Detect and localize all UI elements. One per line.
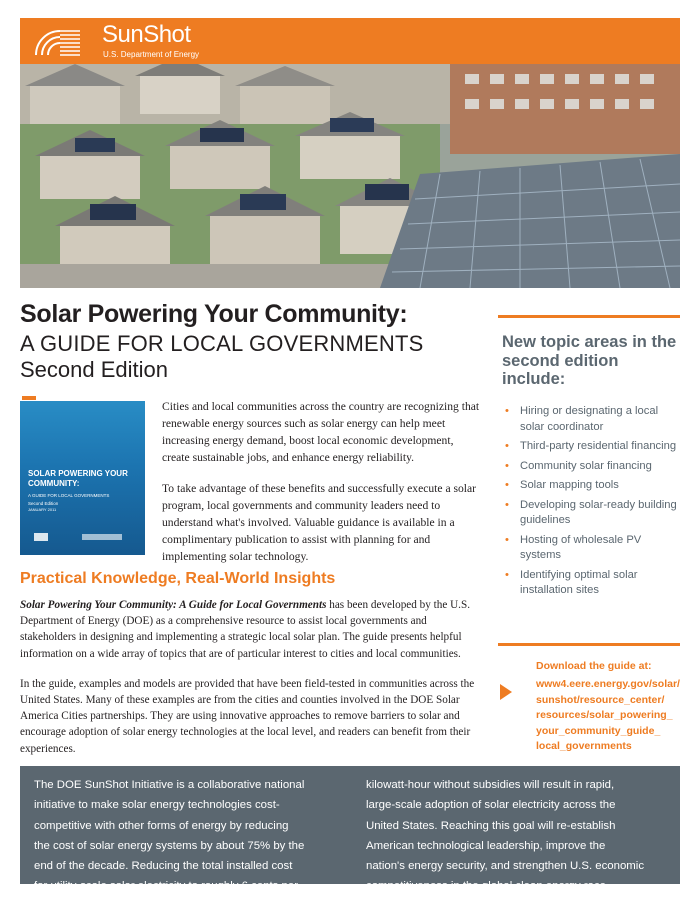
section-heading: Practical Knowledge, Real-World Insights	[20, 570, 336, 587]
cover-logo-icon	[22, 396, 36, 400]
download-label: Download the guide at:	[536, 660, 652, 672]
list-item	[502, 478, 680, 494]
intro-paragraph-2: To take advantage of these benefits and successfully execute a solar program, local governments and community leaders need to understand what's involved. Valuable guidance is available in a complimentary publication to assist with planning for and implementing solar technology.	[162, 482, 477, 563]
list-item-label: Hiring or designating a local solar coordinator	[520, 405, 659, 433]
footer-panel	[20, 766, 680, 893]
footer-line: large-scale adoption of solar electricity across the	[366, 799, 616, 812]
cover-date: JANUARY 2011	[28, 507, 57, 512]
footer-right-column	[366, 775, 666, 897]
footer-line: competitiveness in the global clean energy race.	[366, 880, 610, 893]
bullet-icon: •	[505, 533, 509, 546]
cover-edition: Second Edition	[28, 501, 59, 506]
brand-name: SunShot	[102, 21, 191, 48]
cover-subtitle: A GUIDE FOR LOCAL GOVERNMENTS	[28, 493, 110, 498]
cover-partner-logo-icon	[82, 534, 122, 540]
download-url-line: your_community_guide_	[536, 724, 661, 737]
download-url-line: sunshot/resource_center/	[536, 693, 665, 706]
footer-line: for utility-scale solar electricity to roughly 6 cents per	[34, 880, 298, 893]
sidebar-bottom-rule	[498, 643, 680, 646]
edition-label: Second Edition	[20, 357, 168, 382]
list-item-label: Hosting of wholesale PV systems	[520, 533, 642, 561]
arrow-right-icon	[500, 684, 512, 700]
header-banner	[20, 18, 680, 64]
hero-photo	[20, 64, 680, 288]
list-item	[502, 533, 680, 564]
footer-line: United States. Reaching this goal will re-establish	[366, 819, 616, 832]
page-title: Solar Powering Your Community:	[20, 300, 408, 328]
footer-line: competitive with other forms of energy by reducing	[34, 819, 289, 832]
footer-line: the cost of solar energy systems by about 75% by the	[34, 839, 305, 852]
list-item	[502, 568, 680, 599]
cover-title: SOLAR POWERING YOUR COMMUNITY:	[28, 469, 128, 488]
bullet-icon: •	[505, 440, 509, 452]
download-link[interactable]	[536, 677, 682, 755]
intro-text	[162, 398, 480, 579]
neighborhood-solar-image	[20, 64, 680, 288]
bullet-icon: •	[505, 405, 509, 417]
sidebar-top-rule	[498, 315, 680, 318]
bullet-icon: •	[505, 568, 509, 581]
section-paragraph-2: In the guide, examples and models are provided that have been field-tested in communities across the United States. Many of these examples are from the cities and counties involved in the DOE Solar America Cities partnerships. They are using innovative approaches to remove barriers to solar and encourage adoption of solar energy technologies at the local level, and readers can benefit from their experiences.	[20, 677, 475, 755]
list-item	[502, 459, 680, 475]
footer-line: end of the decade. Reducing the total installed cost	[34, 860, 293, 873]
download-url-line: www4.eere.energy.gov/solar/	[536, 678, 680, 690]
page-subtitle: A GUIDE FOR LOCAL GOVERNMENTS	[20, 331, 424, 356]
list-item-label: Developing solar-ready building guidelines	[520, 498, 677, 526]
cover-header-strip	[20, 395, 145, 401]
sidebar-title: New topic areas in the second edition include:	[502, 333, 677, 388]
section-body	[20, 597, 482, 771]
topic-list	[502, 404, 680, 603]
list-item	[502, 404, 680, 435]
footer-line: American technological leadership, improve the	[366, 839, 606, 852]
list-item-label: Third-party residential financing	[520, 440, 677, 452]
download-url-line: resources/solar_powering_	[536, 709, 673, 721]
footer-line: The DOE SunShot Initiative is a collaborative national	[34, 779, 305, 791]
bullet-icon: •	[505, 459, 509, 472]
list-item	[502, 498, 680, 529]
list-item-label: Solar mapping tools	[520, 479, 619, 491]
guide-title-emphasis: Solar Powering Your Community: A Guide for Local Governments	[20, 599, 327, 611]
section-paragraph-1-rest: has been developed by the U.S. Department of Energy (DOE) as a comprehensive resource to assist local governments and stakeholders in designing and implementing a strategic local solar plan. The guide presents helpful information on a wide array of topics that are of particular interest to cities and local communities.	[20, 599, 470, 660]
section-paragraph-1	[20, 597, 482, 662]
footer-line: nation's energy security, and strengthen U.S. economic	[366, 860, 645, 873]
footer-left-column	[34, 775, 334, 897]
footer-line: kilowatt-hour without subsidies will result in rapid,	[366, 779, 615, 791]
list-item-label: Community solar financing	[520, 459, 652, 472]
download-url-line: local_governments	[536, 740, 632, 752]
list-item	[502, 439, 680, 455]
cover-doe-logo-icon	[34, 533, 48, 541]
footer-line: initiative to make solar energy technologies cost-	[34, 799, 280, 812]
bullet-icon: •	[505, 498, 509, 511]
intro-paragraph-1: Cities and local communities across the country are recognizing that renewable energy sources such as solar energy can help meet increasing energy demand, boost local economic development, create sustainable jobs, and enhance energy reliability.	[162, 400, 480, 464]
guide-cover-image	[20, 395, 145, 555]
bullet-icon: •	[505, 479, 509, 491]
brand-subtitle: U.S. Department of Energy	[103, 50, 200, 59]
list-item-label: Identifying optimal solar installation sites	[520, 568, 638, 596]
sunshot-logo-icon	[34, 28, 82, 56]
